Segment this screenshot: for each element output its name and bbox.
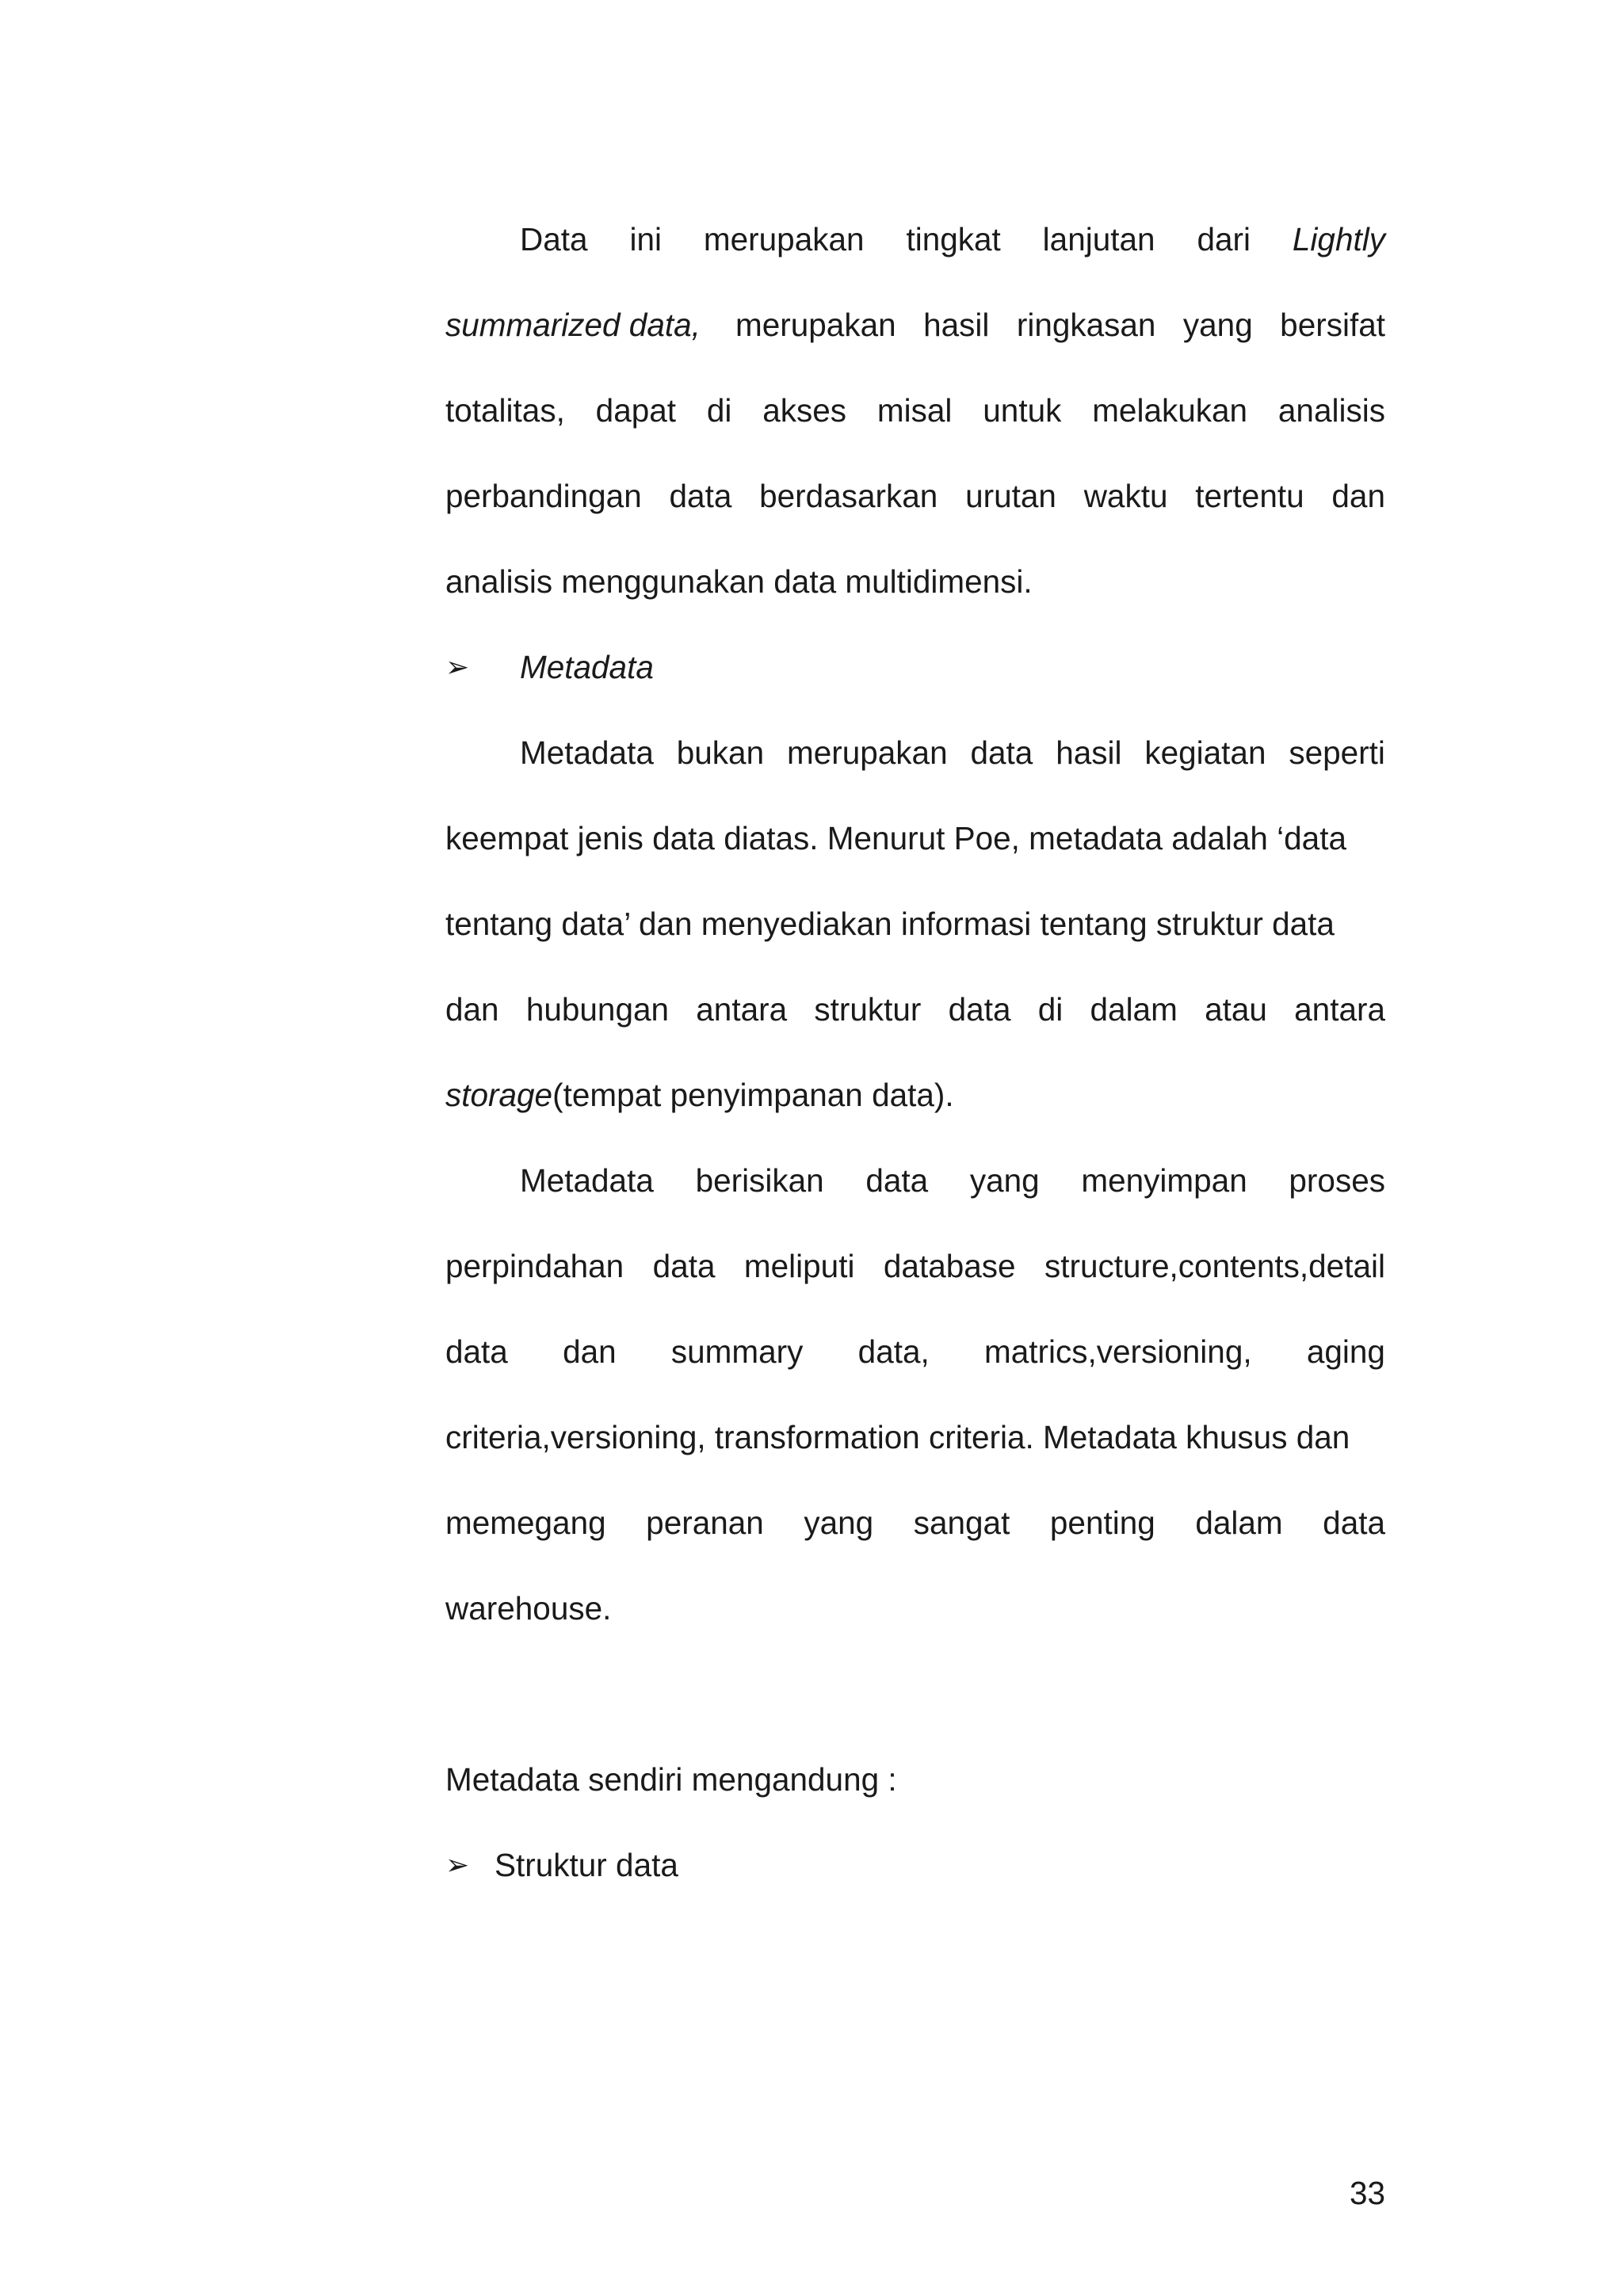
word: misal [876, 392, 953, 429]
para3-line5 [445, 1491, 1385, 1554]
bullet-label: Metadata [520, 649, 654, 685]
para1-line2 [445, 293, 1385, 357]
bullet-metadata [445, 635, 1385, 699]
word: proses [1289, 1162, 1385, 1199]
word: kegiatan [1144, 734, 1266, 771]
word: ringkasan [1016, 307, 1156, 343]
word: antara [1294, 991, 1385, 1028]
word: sangat [913, 1505, 1010, 1541]
word: penting [1049, 1505, 1155, 1541]
para3-line2 [445, 1234, 1385, 1298]
line-text: (tempat penyimpanan data). [552, 1077, 954, 1113]
word: menyimpan [1081, 1162, 1247, 1199]
word: struktur [814, 991, 922, 1028]
word: tingkat [906, 221, 1001, 257]
arrow-bullet-icon: ➢ [445, 1848, 470, 1881]
italic-term: storage [445, 1077, 553, 1113]
word: meliputi [743, 1248, 855, 1284]
word: Data [520, 221, 588, 257]
word: Metadata [520, 734, 654, 771]
word: dan [563, 1333, 617, 1370]
word: antara [696, 991, 788, 1028]
word: totalitas, [445, 392, 565, 429]
word: data, [857, 1333, 930, 1370]
word: berisikan [695, 1162, 824, 1199]
word: hasil [1056, 734, 1122, 771]
para2-line5 [445, 1063, 1385, 1127]
word: untuk [983, 392, 1062, 429]
word: perbandingan [445, 478, 642, 514]
word: data [669, 478, 732, 514]
word: yang [804, 1505, 874, 1541]
italic-term: summarized data, [445, 307, 701, 343]
word: di [706, 392, 732, 429]
para3-line6: warehouse. [445, 1590, 612, 1627]
word: merupakan [735, 307, 896, 343]
word: yang [969, 1162, 1040, 1199]
word: data [865, 1162, 929, 1199]
word: seperti [1289, 734, 1385, 771]
para1-line5: analisis menggunakan data multidimensi. [445, 563, 1033, 600]
word: structure,contents,detail [1044, 1248, 1385, 1284]
word: ini [629, 221, 662, 257]
word: dan [445, 991, 499, 1028]
word: Metadata [520, 1162, 654, 1199]
para3-line4: criteria,versioning, transformation criteria. Metadata khusus dan [445, 1419, 1350, 1455]
para1-line3 [445, 379, 1385, 442]
word: aging [1306, 1333, 1385, 1370]
word: hubungan [525, 991, 670, 1028]
word: Lightly [1292, 221, 1385, 257]
para3-line3 [445, 1320, 1385, 1383]
word: waktu [1083, 478, 1168, 514]
word: data [948, 991, 1011, 1028]
para3-line1 [520, 1149, 1385, 1212]
para4-line1: Metadata sendiri mengandung : [445, 1761, 897, 1798]
word: analisis [1277, 392, 1385, 429]
word: dapat [595, 392, 677, 429]
word: hasil [923, 307, 990, 343]
para2-line4 [445, 978, 1385, 1041]
word: summary [670, 1333, 804, 1370]
word: bersifat [1280, 307, 1385, 343]
word: dan [1331, 478, 1385, 514]
word: perpindahan [445, 1248, 624, 1284]
word: melakukan [1092, 392, 1248, 429]
word: dalam [1090, 991, 1178, 1028]
word: data [1323, 1505, 1385, 1541]
word: di [1037, 991, 1064, 1028]
word: lanjutan [1042, 221, 1155, 257]
word: peranan [646, 1505, 764, 1541]
word: data [970, 734, 1033, 771]
word: memegang [445, 1505, 606, 1541]
bullet-label: Struktur data [495, 1847, 678, 1883]
word: data [652, 1248, 716, 1284]
para1-line4 [445, 464, 1385, 528]
arrow-bullet-icon: ➢ [445, 650, 470, 683]
word: urutan [965, 478, 1056, 514]
word: bukan [676, 734, 765, 771]
page-number: 33 [1349, 2175, 1385, 2211]
word: database [883, 1248, 1016, 1284]
word: merupakan [786, 734, 948, 771]
word: yang [1182, 307, 1253, 343]
word: dari [1197, 221, 1251, 257]
word: akses [762, 392, 847, 429]
word: tertentu [1195, 478, 1304, 514]
word: matrics,versioning, [984, 1333, 1252, 1370]
word: dalam [1195, 1505, 1283, 1541]
para2-line1 [520, 721, 1385, 784]
para2-line3: tentang data’ dan menyediakan informasi tentang struktur data [445, 906, 1335, 942]
word: atau [1205, 991, 1267, 1028]
word: berdasarkan [759, 478, 938, 514]
para1-line1 [520, 208, 1385, 271]
bullet-struktur-data [445, 1833, 1385, 1897]
para2-line2: keempat jenis data diatas. Menurut Poe, metadata adalah ‘data [445, 820, 1346, 856]
word: merupakan [703, 221, 865, 257]
word: data [445, 1333, 508, 1370]
